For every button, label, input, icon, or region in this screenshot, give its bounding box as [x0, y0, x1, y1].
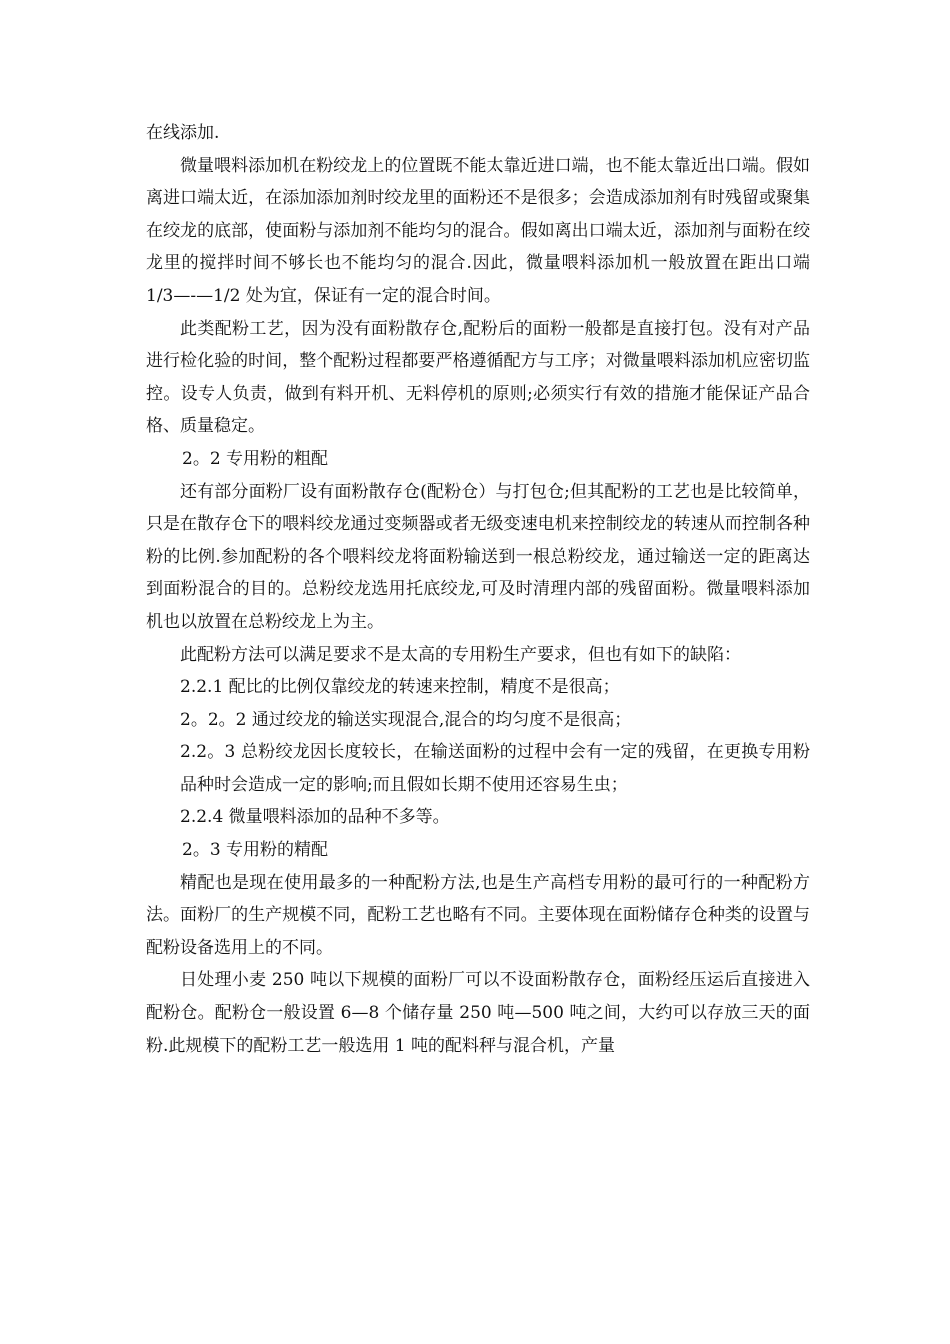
paragraph-feeder-position: 微量喂料添加机在粉绞龙上的位置既不能太靠近进口端，也不能太靠近出口端。假如离进口端太近，在添加添加剂时绞龙里的面粉还不是很多；会造成添加剂有时残留或聚集在绞龙的底部，使面粉与添加剂不能均匀的混合。假如离出口端太近，添加剂与面粉在绞龙里的搅拌时间不够长也不能均匀的混合.因此，微量喂料添加机一般放置在距出口端 1/3—-—1/2 处为宜，保证有一定的混合时间。 [146, 155, 810, 306]
paragraph-continuation: 在线添加. [146, 123, 220, 143]
paragraph-coarse-blending: 还有部分面粉厂设有面粉散存仓(配粉仓）与打包仓;但其配粉的工艺也是比较简单，只是在散存仓下的喂料绞龙通过变频器或者无级变速电机来控制绞龙的转速从而控制各种粉的比例.参加配粉的各个喂料绞龙将面粉输送到一根总粉绞龙，通过输送一定的距离达到面粉混合的目的。总粉绞龙选用托底绞龙,可及时清理内部的残留面粉。微量喂料添加机也以放置在总粉绞龙上为主。 [146, 481, 810, 632]
list-item-2-2-4: 2.2.4 微量喂料添加的品种不多等。 [180, 807, 450, 828]
paragraph-defects-intro: 此配粉方法可以满足要求不是太高的专用粉生产要求，但也有如下的缺陷： [180, 644, 741, 665]
paragraph-process-note: 此类配粉工艺，因为没有面粉散存仓,配粉后的面粉一般都是直接打包。没有对产品进行检化验的时间，整个配粉过程都要严格遵循配方与工序；对微量喂料添加机应密切监控。设专人负责，做到有料开机、无料停机的原则;必须实行有效的措施才能保证产品合格、质量稳定。 [146, 318, 810, 437]
paragraph-fine-blending: 精配也是现在使用最多的一种配粉方法,也是生产高档专用粉的最可行的一种配粉方法。面粉厂的生产规模不同，配粉工艺也略有不同。主要体现在面粉储存仓种类的设置与配粉设备选用上的不同。 [146, 872, 810, 958]
paragraph-small-mill: 日处理小麦 250 吨以下规模的面粉厂可以不设面粉散存仓，面粉经压运后直接进入配粉仓。配粉仓一般设置 6—8 个储存量 250 吨—500 吨之间，大约可以存放三天的面粉.此规模下的配粉工艺一般选用 1 吨的配料秤与混合机，产量 [146, 970, 810, 1056]
list-item-2-2-1: 2.2.1 配比的比例仅靠绞龙的转速来控制，精度不是很高； [180, 677, 620, 698]
document-body [146, 117, 810, 1062]
section-heading-2-3: 2。3 专用粉的精配 [182, 840, 329, 861]
list-item-2-2-3: 2.2。3 总粉绞龙因长度较长，在输送面粉的过程中会有一定的残留，在更换专用粉品种时会造成一定的影响;而且假如长期不使用还容易生虫； [180, 742, 810, 795]
section-heading-2-2: 2。2 专用粉的粗配 [182, 448, 329, 469]
list-item-2-2-2: 2。2。2 通过绞龙的输送实现混合,混合的均匀度不是很高； [180, 709, 632, 730]
